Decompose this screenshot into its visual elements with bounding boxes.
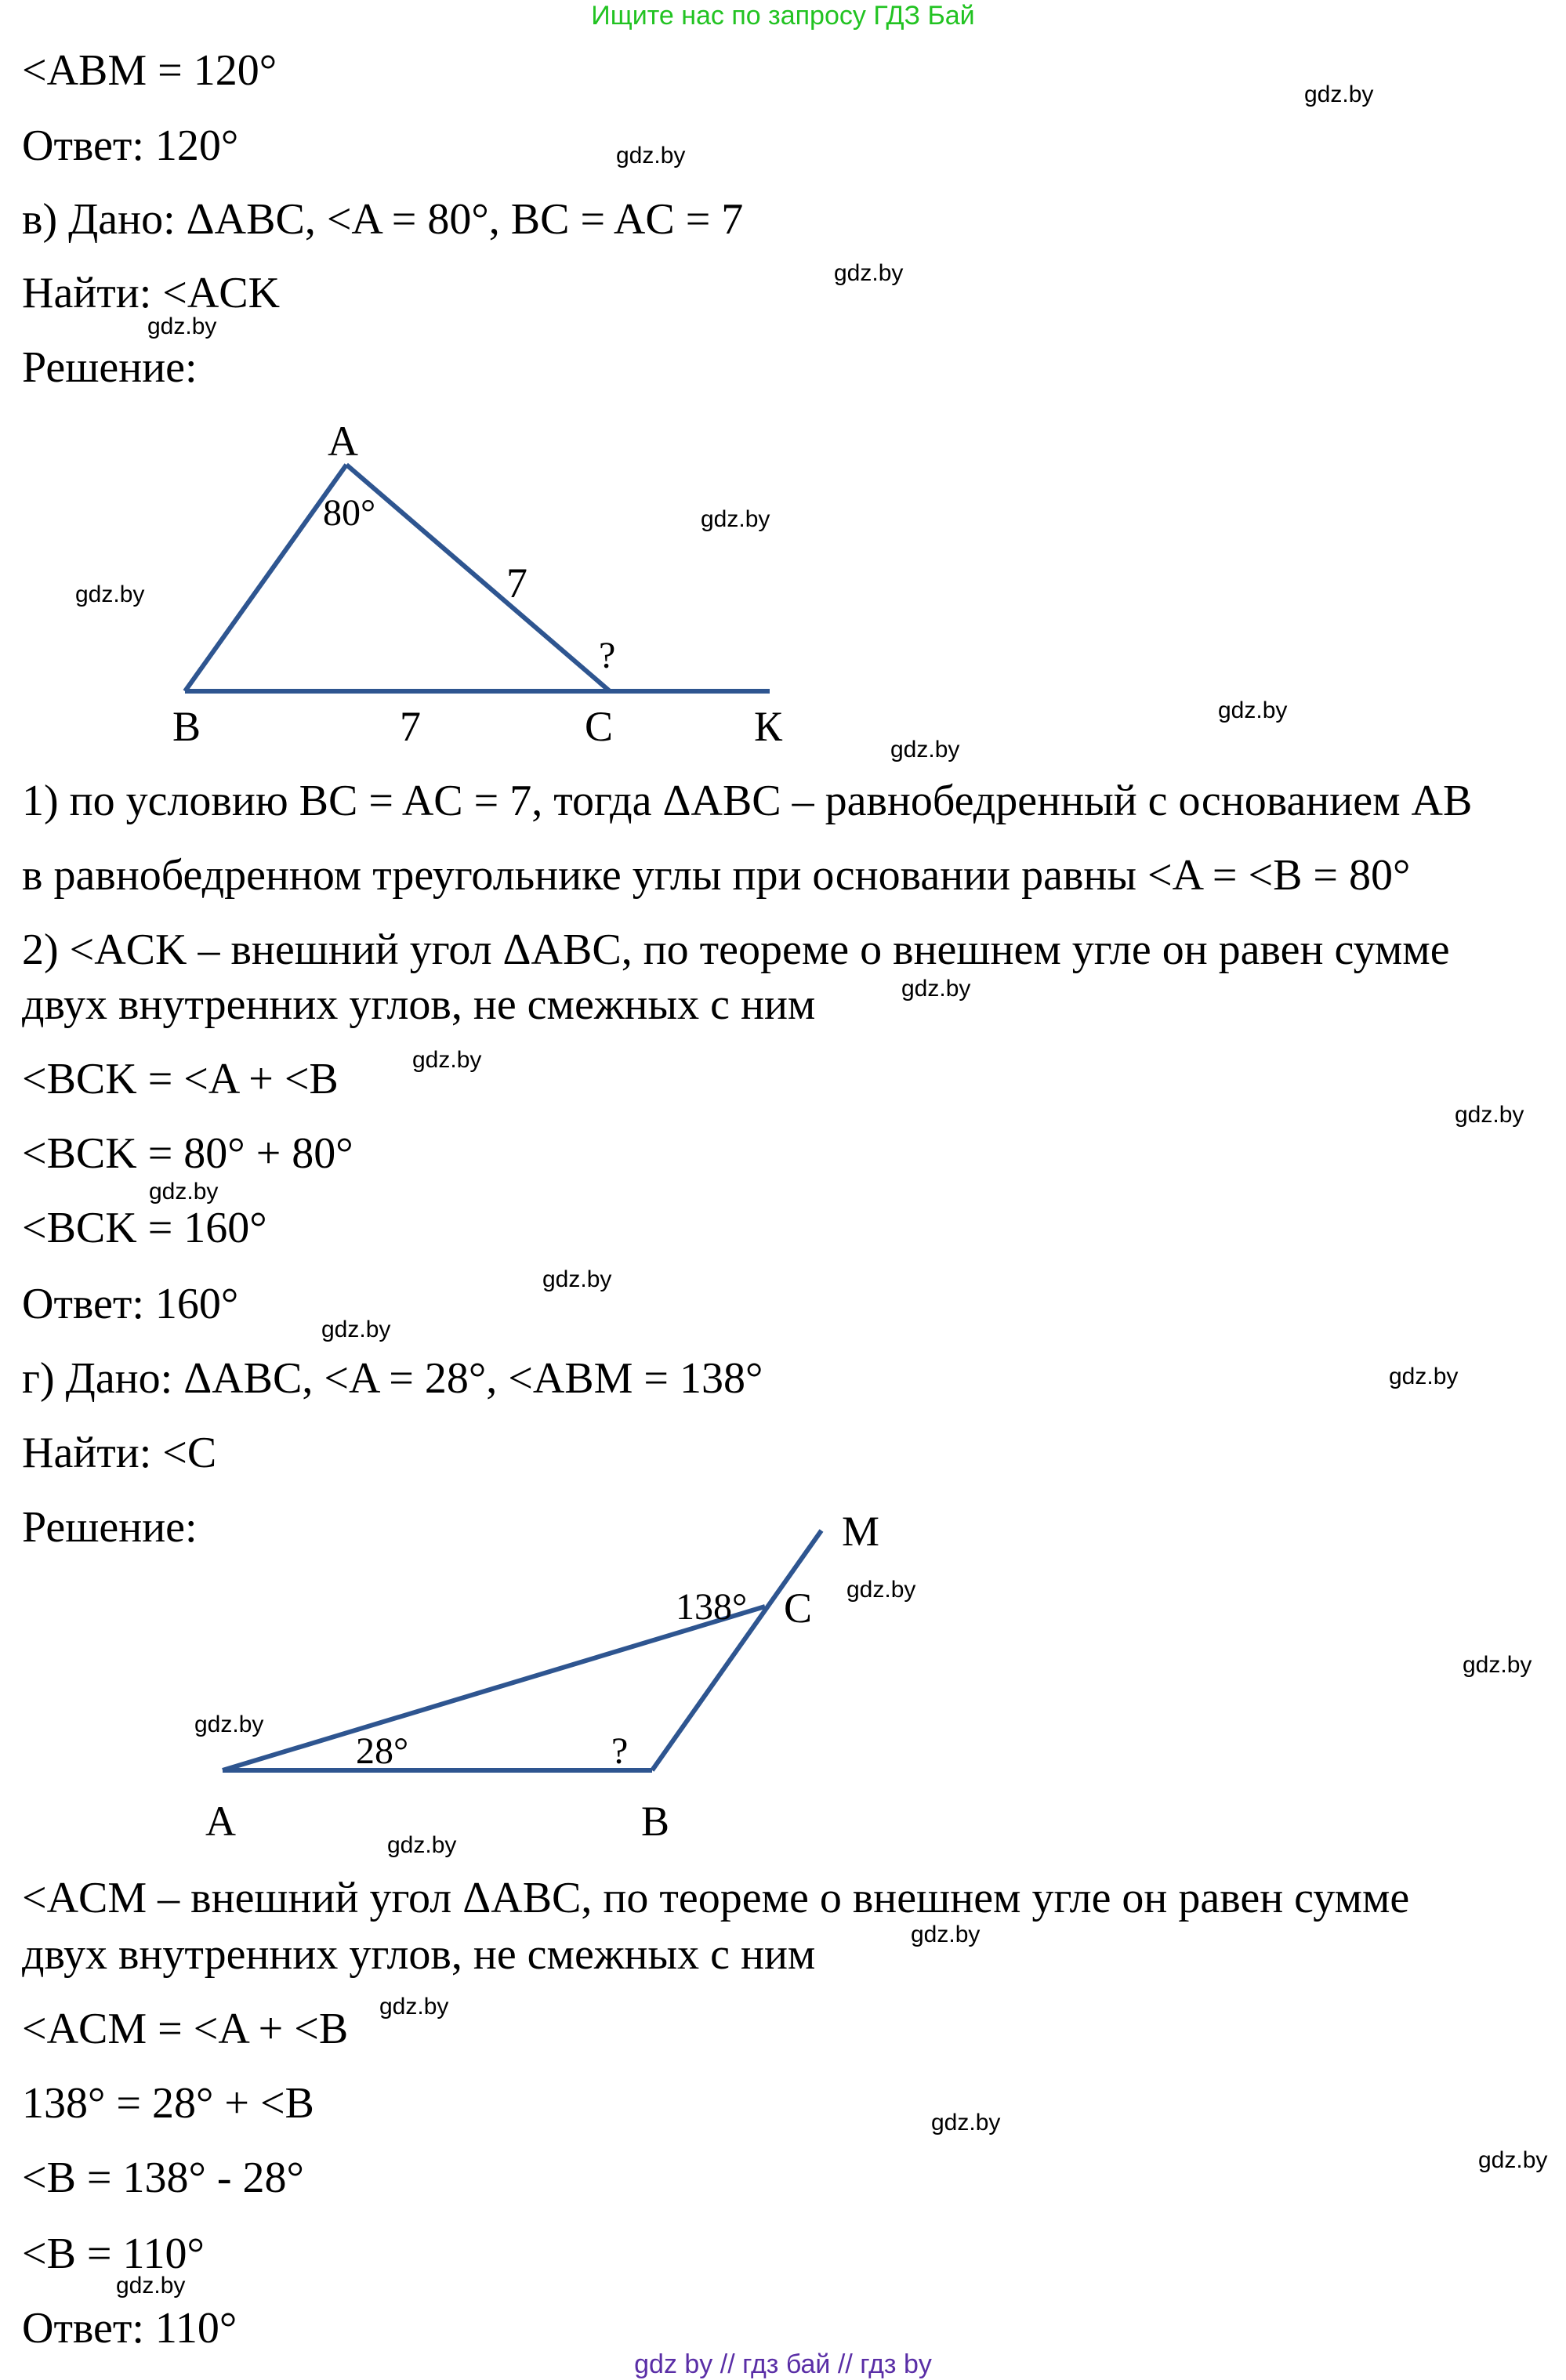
watermark: gdz.by [194, 1712, 264, 1737]
text-line: двух внутренних углов, не смежных с ним [22, 980, 816, 1029]
text-line: <ABM = 120° [22, 46, 277, 95]
watermark: gdz.by [1478, 2147, 1548, 2173]
label-k: К [754, 703, 783, 750]
text-line: <BCK = <A + <B [22, 1055, 339, 1103]
text-line: Решение: [22, 343, 198, 392]
watermark: gdz.by [911, 1922, 981, 1947]
text-line: в) Дано: ΔABC, <A = 80°, BC = AC = 7 [22, 195, 744, 244]
watermark: gdz.by [116, 2273, 186, 2298]
watermark: gdz.by [890, 737, 960, 763]
watermark: gdz.by [701, 506, 770, 532]
text-line: <BCK = 160° [22, 1204, 267, 1252]
label-b: B [641, 1798, 670, 1845]
text-line: <ACM – внешний угол ΔABC, по теореме о внешнем угле он равен сумме [22, 1874, 1410, 1922]
watermark: gdz.by [542, 1266, 612, 1292]
header-banner: Ищите нас по запросу ГДЗ Бай [591, 1, 975, 31]
text-line: г) Дано: ΔABC, <A = 28°, <ABM = 138° [22, 1354, 763, 1403]
angle-a-value: 80° [323, 492, 376, 534]
watermark: gdz.by [147, 313, 217, 339]
watermark: gdz.by [387, 1832, 457, 1858]
figure1-lines [185, 465, 770, 691]
text-line: <ACM = <A + <B [22, 2005, 349, 2053]
footer-banner: gdz by // гдз бай // гдз by [634, 2349, 932, 2379]
text-line: Ответ: 160° [22, 1280, 239, 1328]
label-m: M [842, 1508, 880, 1555]
side-bc-value: 7 [400, 703, 421, 750]
side-bm [652, 1531, 821, 1770]
text-line: 138° = 28° + <B [22, 2079, 314, 2128]
watermark: gdz.by [321, 1317, 391, 1342]
watermark: gdz.by [931, 2110, 1001, 2135]
text-line: <B = 138° - 28° [22, 2154, 304, 2202]
text-line: <B = 110° [22, 2230, 205, 2278]
angle-a-value: 28° [356, 1730, 409, 1772]
unknown-angle: ? [611, 1730, 629, 1772]
text-line: Найти: <ACK [22, 269, 281, 317]
side-ac [346, 465, 610, 691]
text-line: двух внутренних углов, не смежных с ним [22, 1930, 816, 1979]
text-line: <BCK = 80° + 80° [22, 1129, 353, 1178]
watermark: gdz.by [616, 143, 686, 168]
watermark: gdz.by [834, 260, 904, 286]
text-line: Ответ: 120° [22, 121, 239, 170]
label-a: A [205, 1798, 236, 1845]
text-line: Найти: <C [22, 1429, 217, 1477]
side-ac [223, 1607, 765, 1770]
triangle-figure-2 [0, 1489, 1019, 1849]
unknown-angle: ? [599, 635, 616, 676]
figure2-lines [223, 1531, 821, 1770]
text-line: 1) по условию BC = AC = 7, тогда ΔABC – равнобедренный с основанием AB [22, 777, 1473, 825]
side-ac-value: 7 [506, 560, 527, 607]
watermark: gdz.by [1389, 1364, 1459, 1389]
watermark: gdz.by [1463, 1652, 1532, 1678]
watermark: gdz.by [149, 1179, 219, 1204]
watermark: gdz.by [412, 1047, 482, 1073]
watermark: gdz.by [379, 1994, 449, 2020]
text-line: Ответ: 110° [22, 2304, 237, 2353]
text-line: Решение: [22, 1503, 198, 1552]
watermark: gdz.by [901, 976, 971, 1002]
watermark: gdz.by [1218, 697, 1288, 723]
watermark: gdz.by [75, 581, 145, 607]
label-c: C [585, 703, 614, 750]
text-line: 2) <ACK – внешний угол ΔABC, по теореме о внешнем угле он равен сумме [22, 926, 1450, 974]
label-b: B [172, 703, 201, 750]
watermark: gdz.by [1455, 1102, 1524, 1128]
text-line: в равнобедренном треугольнике углы при основании равны <A = <B = 80° [22, 851, 1411, 900]
watermark: gdz.by [846, 1577, 916, 1603]
label-c: C [784, 1585, 813, 1632]
watermark: gdz.by [1304, 82, 1374, 107]
label-a: A [328, 418, 358, 465]
angle-c-value: 138° [676, 1586, 748, 1628]
